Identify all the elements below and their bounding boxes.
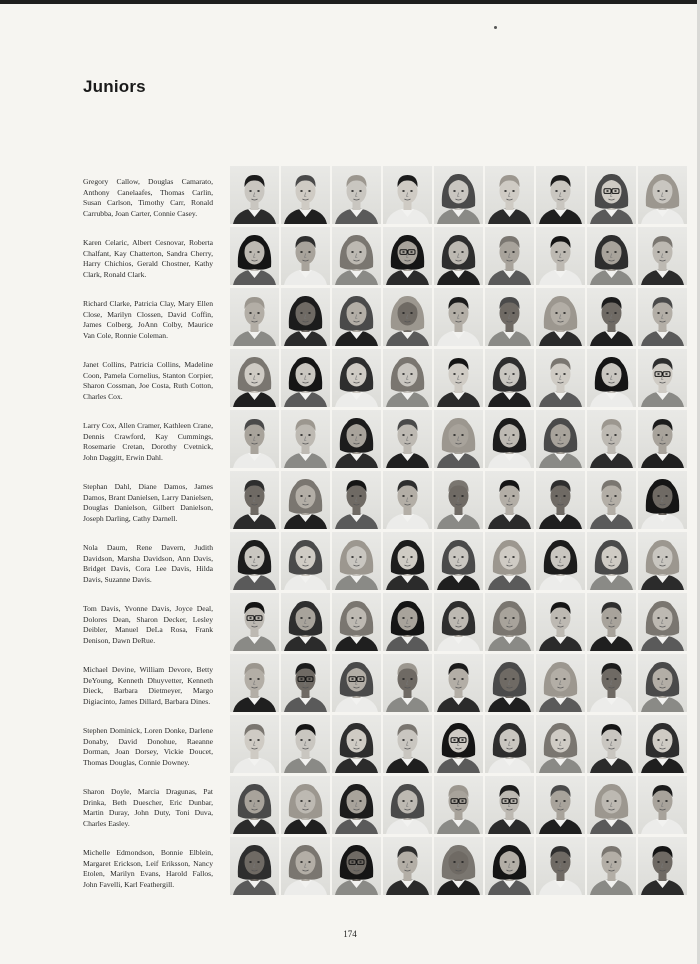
student-portrait [281,349,330,407]
student-portrait [536,837,585,895]
caption-row-6: Stephan Dahl, Diane Damos, James Damos, Brant Danielsen, Larry Danielsen, Douglas Danielson, Gilbert Danielson, Joseph Darling, Cathy Darnell. [83,481,213,524]
student-portrait [638,288,687,346]
student-portrait [485,471,534,529]
student-portrait [383,715,432,773]
student-portrait [536,227,585,285]
student-portrait [383,654,432,712]
student-portrait [536,715,585,773]
student-portrait [434,837,483,895]
student-portrait [587,288,636,346]
student-portrait [230,166,279,224]
student-portrait [485,349,534,407]
student-portrait [536,776,585,834]
student-portrait [434,776,483,834]
student-portrait [230,837,279,895]
yearbook-page [0,4,697,964]
student-portrait [281,227,330,285]
student-portrait [383,227,432,285]
student-portrait [230,227,279,285]
student-portrait [638,410,687,468]
student-portrait [230,776,279,834]
student-portrait [536,288,585,346]
student-portrait [638,715,687,773]
student-portrait [638,654,687,712]
student-portrait [485,166,534,224]
student-portrait [638,471,687,529]
student-portrait [332,593,381,651]
student-portrait [536,654,585,712]
caption-row-1: Gregory Callow, Douglas Camarato, Anthony Canelaafes, Thomas Carlin, Susan Carlson, Timothy Carr, Ronald Carrubba, Joan Carter, Connie Casey. [83,176,213,219]
student-portrait [638,349,687,407]
student-portrait [281,471,330,529]
student-portrait [281,776,330,834]
student-portrait [281,410,330,468]
student-portrait [587,776,636,834]
student-portrait [332,410,381,468]
student-portrait [485,593,534,651]
stray-ink-mark [494,26,497,29]
student-portrait [434,593,483,651]
student-portrait [434,288,483,346]
student-portrait [332,837,381,895]
student-portrait [485,654,534,712]
student-portrait [638,776,687,834]
section-title: Juniors [83,77,146,96]
student-portrait [281,593,330,651]
student-portrait [332,288,381,346]
portrait-grid [230,166,687,895]
student-portrait [281,654,330,712]
student-portrait [383,410,432,468]
student-portrait [230,410,279,468]
student-portrait [332,776,381,834]
student-portrait [383,288,432,346]
student-portrait [587,654,636,712]
caption-row-12: Michelle Edmondson, Bonnie Elblein, Margaret Erickson, Leif Eriksson, Nancy Etolen, Marilyn Evans, Harold Fallos, John Favelli, Karl Feathergill. [83,847,213,890]
student-portrait [434,349,483,407]
student-portrait [383,532,432,590]
student-portrait [587,227,636,285]
student-portrait [536,593,585,651]
student-portrait [587,349,636,407]
student-portrait [434,532,483,590]
student-portrait [536,410,585,468]
student-portrait [638,166,687,224]
student-portrait [383,166,432,224]
student-portrait [281,288,330,346]
student-portrait [230,349,279,407]
student-portrait [332,166,381,224]
student-portrait [485,227,534,285]
student-portrait [332,654,381,712]
student-portrait [332,349,381,407]
student-portrait [536,166,585,224]
student-portrait [332,227,381,285]
caption-row-11: Sharon Doyle, Marcia Dragunas, Pat Drinka, Beth Duescher, Eric Dunbar, Martin Duray, John Duty, Toni Duva, Charles Easley. [83,786,213,829]
student-portrait [434,410,483,468]
student-portrait [434,471,483,529]
student-portrait [230,715,279,773]
caption-row-5: Larry Cox, Allen Cramer, Kathleen Crane, Dennis Crawford, Kay Cummings, Rosemarie Cretan, Dorothy Cvetnick, John Daggitt, Erwin Dahl. [83,420,213,463]
caption-row-4: Janet Collins, Patricia Collins, Madeline Coon, Pamela Cornelius, Stanton Corpier, Sharon Cossman, Joe Costa, Ruth Cotton, Charles Cox. [83,359,213,402]
student-portrait [230,288,279,346]
student-portrait [281,532,330,590]
student-portrait [587,593,636,651]
student-portrait [332,471,381,529]
caption-row-7: Nola Daum, Rene Davern, Judith Davidson, Marsha Davidson, Ann Davis, Bridget Davis, Cora Lee Davis, Hilda Davis, Suzanne Davis. [83,542,213,585]
student-portrait [485,288,534,346]
student-portrait [230,593,279,651]
student-portrait [485,410,534,468]
student-portrait [281,166,330,224]
caption-row-9: Michael Devine, William Devore, Betty DeYoung, Kenneth Dhuyvetter, Kenneth Dieck, Barbara Dietmeyer, Margo Digiacinto, James Dillard, Barbara Dines. [83,664,213,707]
student-portrait [587,715,636,773]
student-portrait [587,410,636,468]
student-portrait [587,532,636,590]
student-portrait [383,349,432,407]
student-portrait [638,227,687,285]
student-portrait [536,349,585,407]
student-portrait [383,593,432,651]
caption-row-3: Richard Clarke, Patricia Clay, Mary Ellen Close, Marilyn Clossen, David Coffin, James Colberg, JoAnn Colby, Maurice Van Cole, Ronnie Coleman. [83,298,213,341]
student-portrait [638,532,687,590]
student-portrait [485,532,534,590]
student-portrait [383,837,432,895]
student-portrait [230,471,279,529]
student-portrait [230,654,279,712]
student-portrait [638,593,687,651]
student-portrait [536,532,585,590]
student-portrait [332,532,381,590]
student-portrait [383,776,432,834]
student-portrait [638,837,687,895]
student-portrait [434,166,483,224]
student-portrait [485,715,534,773]
student-portrait [434,715,483,773]
student-portrait [587,837,636,895]
caption-row-2: Karen Celaric, Albert Cesnovar, Roberta Chalfant, Kay Chatterton, Sandra Cherry, Harry Chichios, Gerald Chostner, Kathy Clark, Ronald Clark. [83,237,213,280]
student-portrait [587,471,636,529]
page-number: 174 [343,929,357,939]
student-portrait [332,715,381,773]
student-portrait [434,227,483,285]
student-portrait [230,532,279,590]
student-portrait [281,837,330,895]
student-portrait [485,776,534,834]
student-portrait [485,837,534,895]
student-portrait [434,654,483,712]
caption-row-8: Tom Davis, Yvonne Davis, Joyce Deal, Dolores Dean, Sharon Decker, Lesley Deibler, Manuel DeLa Rosa, Frank Denison, Dawn DeRue. [83,603,213,646]
student-portrait [281,715,330,773]
caption-row-10: Stephen Dominick, Loren Donke, Darlene Donaby, David Donohue, Raeanne Dorman, Joan Dorsey, Vickie Doucet, Thomas Douglas, Connie Downey. [83,725,213,768]
student-portrait [536,471,585,529]
student-portrait [587,166,636,224]
student-portrait [383,471,432,529]
